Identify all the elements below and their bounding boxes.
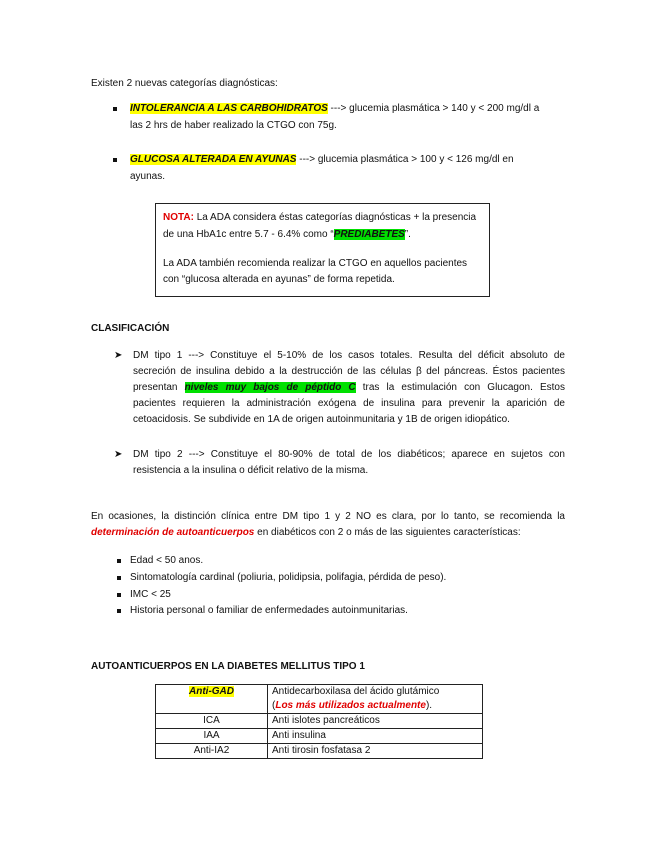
arrow-bullet-icon: ➤: [114, 350, 123, 361]
intro-text: Existen 2 nuevas categorías diagnósticas:: [91, 78, 278, 89]
dm1-description: [133, 348, 565, 428]
note-line: [163, 210, 476, 226]
table-cell: ICA: [156, 714, 268, 729]
note-text: La ADA considera éstas categorías diagnósticas + la presencia: [193, 212, 477, 223]
dm1-line: DM tipo 1 ---> Constituye el 5-10% de los casos totales. Resulta del déficit absoluto de: [133, 350, 565, 361]
table-heading: AUTOANTICUERPOS EN LA DIABETES MELLITUS TIPO 1: [91, 661, 365, 672]
paragraph-line: En ocasiones, la distinción clínica entre DM tipo 1 y 2 NO es clara, por lo tanto, se recomienda la: [91, 511, 565, 522]
dm1-line: secreción de insulina debido a la destrucción de las células β del páncreas. Éstos pacientes: [133, 366, 565, 377]
most-used-note: Los más utilizados actualmente: [275, 700, 426, 711]
criteria-item: Sintomatología cardinal (poliuria, polidipsia, polifagia, pérdida de peso).: [130, 572, 447, 583]
table-row: [156, 729, 483, 744]
square-bullet-icon: [117, 576, 121, 580]
table-cell: [268, 685, 483, 714]
arrow-bullet-icon: ➤: [114, 449, 123, 460]
table-cell: Anti-IA2: [156, 744, 268, 759]
dm2-description: [133, 447, 565, 479]
criteria-item: Edad < 50 anos.: [130, 555, 204, 566]
square-bullet-icon: [113, 158, 117, 162]
note-line: [163, 227, 411, 243]
square-bullet-icon: [117, 593, 121, 597]
square-bullet-icon: [113, 107, 117, 111]
table-cell: IAA: [156, 729, 268, 744]
autoantibody-paragraph: [91, 509, 565, 541]
prediabetes-term: PREDIABETES: [333, 229, 405, 240]
category-definition: ---> glucemia plasmática > 140 y < 200 mg/dl a: [327, 103, 540, 114]
dm1-line: [133, 380, 565, 396]
dm1-line: pacientes requieren la administración exógena de insulina para prevenir la aparición de: [133, 398, 565, 409]
table-row: [156, 685, 483, 714]
note-line: La ADA también recomienda realizar la CTGO en aquellos pacientes: [163, 258, 468, 269]
category-definition-cont: las 2 hrs de haber realizado la CTGO con 75g.: [130, 120, 337, 131]
paragraph-text: en diabéticos con 2 o más de las siguientes características:: [254, 527, 521, 538]
criteria-item: IMC < 25: [130, 589, 171, 600]
table-cell: Anti islotes pancreáticos: [268, 714, 483, 729]
cell-text: Antidecarboxilasa del ácido glutámico: [272, 686, 440, 697]
paragraph-line: [91, 525, 565, 541]
category-definition-cont: ayunas.: [130, 171, 166, 182]
cell-text: (: [272, 700, 276, 711]
criteria-item: Historia personal o familiar de enfermedades autoinmunitarias.: [130, 605, 408, 616]
dm1-text: presentan: [133, 382, 185, 393]
dm1-text: tras la estimulación con Glucagon. Estos: [355, 382, 565, 393]
anti-gad-term: Anti-GAD: [189, 686, 234, 697]
category-term: GLUCOSA ALTERADA EN AYUNAS: [130, 154, 297, 165]
cell-note: [272, 699, 478, 713]
note-text: de una HbA1c entre 5.7 - 6.4% como “: [163, 229, 334, 240]
table-row: [156, 744, 483, 759]
table-cell: Anti tirosin fosfatasa 2: [268, 744, 483, 759]
dm1-line: cetoacidosis. Se subdivide en 1A de origen autoinmunitaria y 1B de origen idiopático.: [133, 414, 510, 425]
note-label: NOTA:: [163, 212, 194, 223]
square-bullet-icon: [117, 609, 121, 613]
category-definition: ---> glucemia plasmática > 100 y < 126 mg/dl en: [296, 154, 514, 165]
section-heading: CLASIFICACIÓN: [91, 323, 170, 334]
table-cell: [156, 685, 268, 714]
category-item: [130, 152, 514, 168]
peptide-c-term: niveles muy bajos de péptido C: [184, 382, 356, 393]
note-line: con “glucosa alterada en ayunas” de forma repetida.: [163, 274, 395, 285]
autoantibody-table: [155, 684, 483, 759]
category-term: INTOLERANCIA A LAS CARBOHIDRATOS: [130, 103, 328, 114]
dm2-line: resistencia a la insulina o déficit relativo de la misma.: [133, 465, 369, 476]
cell-text: ).: [425, 700, 433, 711]
dm2-line: DM tipo 2 ---> Constituye el 80-90% de total de los diabéticos; aparece en sujetos con: [133, 449, 565, 460]
table-row: [156, 714, 483, 729]
square-bullet-icon: [117, 559, 121, 563]
autoantibody-term: determinación de autoanticuerpos: [91, 527, 255, 538]
table-cell: Anti insulina: [268, 729, 483, 744]
category-item: [130, 101, 565, 117]
note-text: ”.: [404, 229, 411, 240]
